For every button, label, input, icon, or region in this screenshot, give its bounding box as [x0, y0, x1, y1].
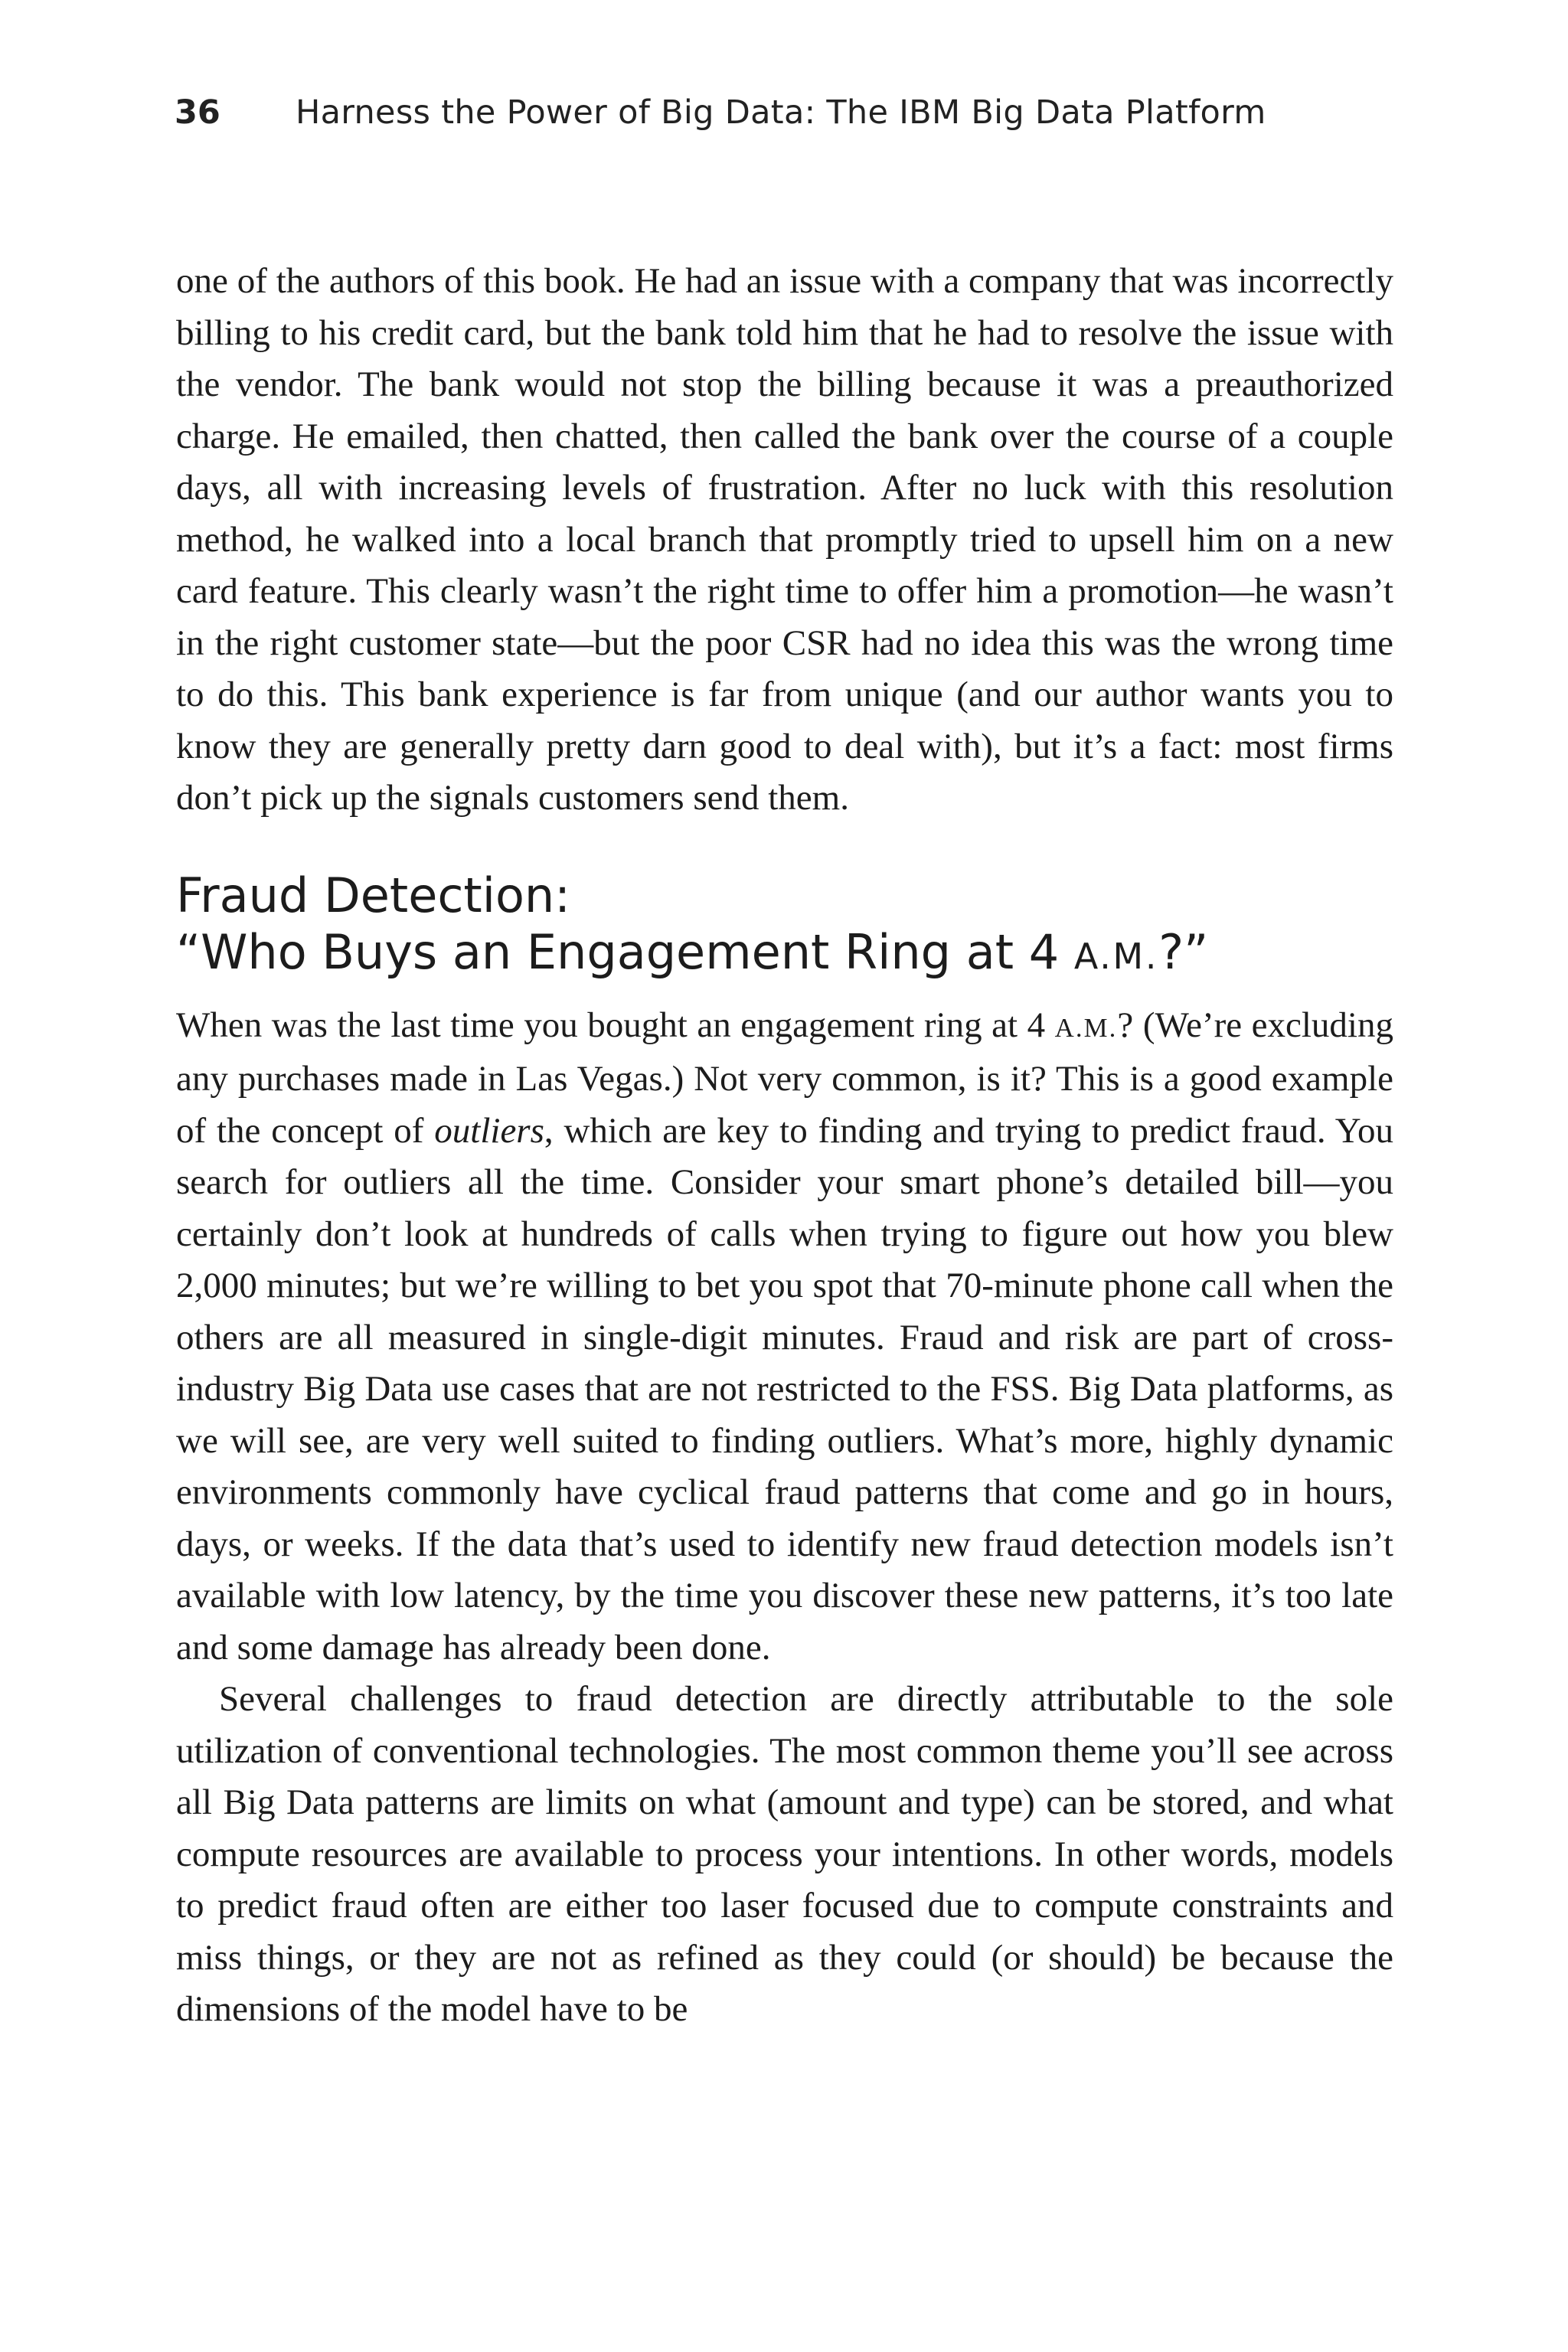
page-body [176, 256, 1393, 2036]
book-title: Harness the Power of Big Data: The IBM Big Data Platform [296, 93, 1266, 132]
outliers-small-caps-am: A.M. [1054, 1012, 1118, 1043]
section-heading-line-1: Fraud Detection: [176, 867, 571, 923]
outliers-text-pre: When was the last time you bought an engagement ring at 4 [176, 1004, 1055, 1045]
paragraph-outliers [176, 1000, 1393, 1674]
paragraph-intro: one of the authors of this book. He had an issue with a company that was incorrectly billing to his credit card, but the bank told him that he had to resolve the issue with the vendor. The bank would not stop the billing because it was a preauthorized charge. He emailed, then chatted, then called the bank over the course of a couple days, all with increasing levels of frustration. After no luck with this resolution method, he walked into a local branch that promptly tried to upsell him on a new card feature. This clearly wasn’t the right time to offer him a promotion—he wasn’t in the right customer state—but the poor CSR had no idea this was the wrong time to do this. This bank experience is far from unique (and our author wants you to know they are generally pretty darn good to deal with), but it’s a fact: most firms don’t pick up the signals customers send them. [176, 261, 1393, 818]
page-number: 36 [175, 93, 220, 132]
heading-text-pre: “Who Buys an Engagement Ring at 4 [176, 923, 1074, 980]
outliers-text-post: , which are key to finding and trying to predict fraud. You search for outliers all the time. Consider your smart phone’s detailed bill—you certainly don’t look at hundreds of calls when trying to figure out how you blew 2,000 minutes; but we’re willing to bet you spot that 70-minute phone call when the others are all measured in single-digit minutes. Fraud and risk are part of cross-industry Big Data use cases that are not restricted to the FSS. Big Data platforms, as we will see, are very well suited to finding outliers. What’s more, highly dynamic environments commonly have cyclical fraud patterns that come and go in hours, days, or weeks. If the data that’s used to identify new fraud detection models isn’t available with low latency, by the time you discover these new patterns, it’s too late and some damage has already been done. [176, 1110, 1393, 1668]
heading-small-caps-am: A.M. [1073, 935, 1159, 977]
heading-text-post: ?” [1158, 923, 1209, 980]
section-heading [176, 867, 1393, 985]
section-heading-line-2 [176, 924, 1393, 985]
outliers-italic-term: outliers [434, 1110, 544, 1151]
running-head [175, 93, 1400, 147]
outliers-text-mid: ? (We’re excluding any purchases made in Las Vegas.) Not very common, is it? This is a good example of the concept of [176, 1004, 1393, 1151]
paragraph-challenges: Several challenges to fraud detection are directly attributable to the sole utilization of conventional technologies. The most common theme you’ll see across all Big Data patterns are limits on what (amount and type) can be stored, and what compute resources are available to process your intentions. In other words, models to predict fraud often are either too laser focused due to compute constraints and miss things, or they are not as refined as they could (or should) be because the dimensions of the model have to be [176, 1679, 1393, 2029]
